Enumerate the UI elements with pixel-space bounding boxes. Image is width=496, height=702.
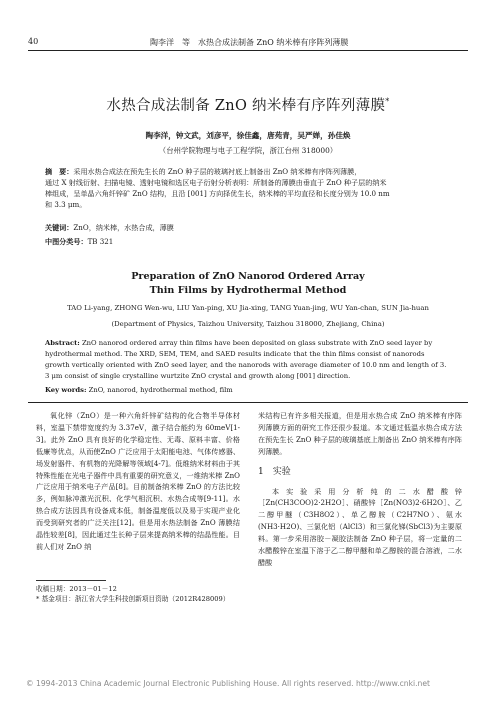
received-date: 收稿日期：2013－01－12 bbox=[36, 585, 117, 593]
paper-title-en: Preparation of ZnO Nanorod Ordered Array Thin Films by Hydrothermal Method bbox=[131, 271, 365, 296]
keywords-cn: 关键词：ZnO，纳米棒，水热合成，薄膜 bbox=[45, 223, 174, 232]
affiliation-en: (Department of Physics, Taizhou University, Taizhou 318000, Zhejiang, China) bbox=[111, 320, 385, 328]
abstract-en: Abstract: ZnO nanorod ordered array thin films have been deposited on glass substrate with ZnO seed layer by hydrothermal method. The XRD, SEM, TEM, and SAED results indicate that the thin films consist of nanorods growth vertically oriented with ZnO seed layer, and the nanorods with average diameter of 10.0 nm and length of 3. 3 μm consist of single crystalline wurtzite ZnO crystal and growth along [001] direction. bbox=[45, 339, 447, 380]
footnote-rule bbox=[36, 580, 106, 581]
title-footnote-mark: * bbox=[385, 97, 390, 107]
running-header: 陶李洋 等 水热合成法制备 ZnO 纳米棒有序阵列薄膜 bbox=[150, 38, 349, 47]
body-column-right bbox=[258, 410, 462, 569]
intro-paragraph-continued: 米结构已有许多相关报道，但是用水热合成 ZnO 纳米棒有序阵列薄膜方面的研究工作还很少报道。本文通过低温水热合成方法在预先生长 ZnO 种子层的玻璃基底上制备出 ZnO 纳米棒有序阵列薄膜。 bbox=[258, 411, 463, 456]
body-column-left bbox=[36, 410, 240, 553]
affiliation-cn: （台州学院物理与电子工程学院，浙江台州 318000） bbox=[158, 146, 338, 155]
authors-cn: 陶李洋，钟文武，刘彦平，徐佳鑫，唐苑青，吴严婵，孙佳焕 bbox=[145, 131, 351, 140]
clc-number: 中图分类号：TB 321 bbox=[45, 237, 114, 246]
copyright-watermark: © 1994-2013 China Academic Journal Electronic Publishing House. All rights reserved. http://www.cnki.net bbox=[26, 679, 430, 688]
page-number: 40 bbox=[28, 37, 39, 46]
keywords-en: Key words: ZnO, nanorod, hydrothermal method, film bbox=[45, 386, 233, 394]
section-divider bbox=[28, 402, 468, 403]
footnotes bbox=[36, 584, 246, 604]
authors-en: TAO Li-yang, ZHONG Wen-wu, LIU Yan-ping, XU Jia-xing, TANG Yuan-jing, WU Yan-chan, SUN Jia-huan bbox=[67, 304, 429, 312]
fund-note: * 基金项目：浙江省大学生科技创新项目资助（2012R428009） bbox=[36, 595, 230, 603]
header-rule bbox=[28, 50, 468, 51]
section-heading-experiment: 1 实验 bbox=[258, 466, 291, 477]
intro-paragraph: 氧化锌（ZnO）是一种六角纤锌矿结构的化合物半导体材料，室温下禁带宽度约为 3.37eV，激子结合能约为 60meV[1-3]。此外 ZnO 具有良好的化学稳定性、无毒、原料丰富、价格低廉等优点，从而使ZnO 广泛应用于太阳能电池、气体传感器、场发射器件、有机物的光降解等领域[4-7]。低维纳米材料由于其特殊性能在光电子器件中具有重要的研究意义，一维纳米棒 ZnO 广泛应用于纳米电子产品[8]。目前制备纳米棒 ZnO 的方法比较多，例如脉冲激光沉积、化学气相沉积、水热合成等[9-11]。水热合成方法因具有设备成本低，制备温度低以及易于实现产业化而受到研究者的广泛关注[12]。但是用水热法制备 ZnO 薄膜结晶性较差[8]，因此通过生长种子层来提高纳米棒的结晶性能。目前人们对 ZnO 纳 bbox=[36, 411, 241, 551]
abstract-cn: 摘 要：采用水热合成法在预先生长的 ZnO 种子层的玻璃衬底上制备出 ZnO 纳米棒有序阵列薄膜， 通过 X 射线衍射、扫描电镜、透射电镜和选区电子衍射分析表明：所制备的薄膜由垂直于 ZnO 种子层的纳米 棒组成，呈单晶六角纤锌矿 ZnO 结构，且沿 [001] 方向择优生长，纳米棒的平均直径和长度分别为 10.0 nm 和 3.3 μm。 bbox=[45, 167, 390, 209]
paper-title-cn: 水热合成法制备 ZnO 纳米棒有序阵列薄膜* bbox=[106, 97, 390, 114]
experiment-paragraph: 本实验采用分析纯的二水醋酸锌［Zn(CH3COO)2·2H2O］、硝酸锌［Zn(NO3)2·6H2O］、乙二醇甲醚（C3H8O2）、单乙醇胺（C2H7NO）、氨水(NH3·H2O)、三氯化铝（AlCl3）和三氯化锑(SbCl3)为主要原料。第一步采用溶胶－凝胶法制备 ZnO 种子层，将一定量的二水醋酸锌在室温下溶于乙二醇甲醚和单乙醇胺的混合溶液，二水醋酸 bbox=[258, 486, 463, 567]
